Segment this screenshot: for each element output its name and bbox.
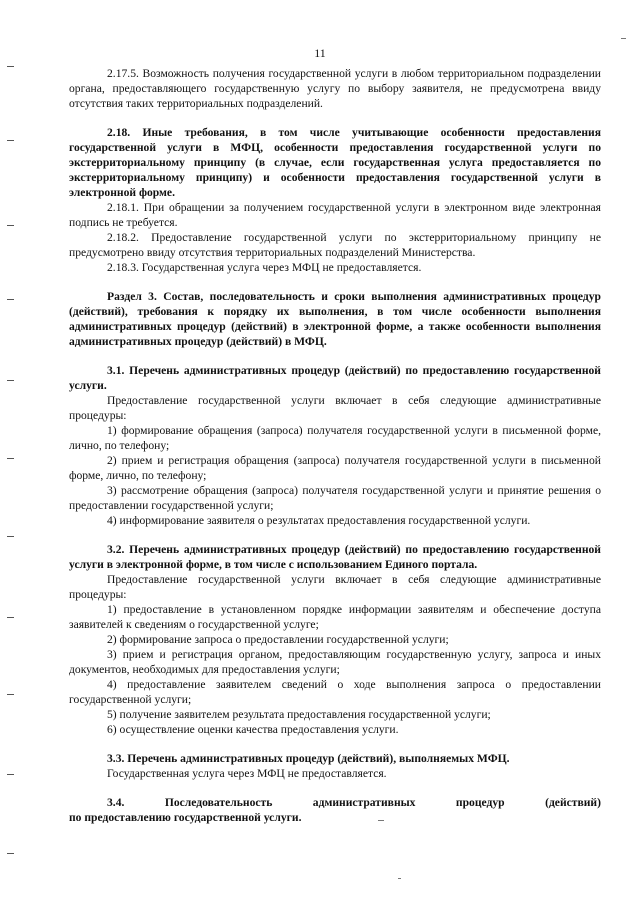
- scan-mark: [7, 774, 14, 775]
- list-item: 4) предоставление заявителем сведений о ходе выполнения запроса о предоставлении государственной услуги;: [69, 678, 601, 706]
- list-item: 4) информирование заявителя о результатах предоставления государственной услуги.: [107, 514, 531, 527]
- heading-3-4-word: (действий): [545, 796, 601, 809]
- list-item: 3) рассмотрение обращения (запроса) получателя государственной услуги и принятие решения о предоставлении государственной услуги;: [69, 484, 601, 512]
- page-number: 11: [314, 46, 326, 60]
- paragraph-2-18-3: 2.18.3. Государственная услуга через МФЦ не предоставляется.: [107, 261, 422, 274]
- paragraph-3-3-text: Государственная услуга через МФЦ не предоставляется.: [107, 767, 387, 780]
- scan-mark: [7, 380, 14, 381]
- list-item: 3) прием и регистрация органом, предоставляющим государственную услугу, запроса и иных документов, необходимых для предоставления услуги;: [69, 648, 601, 676]
- paragraph-2-18-1: 2.18.1. При обращении за получением государственной услуги в электронном виде электронная подпись не требуется.: [69, 201, 601, 229]
- scan-mark: [7, 694, 14, 695]
- scan-mark: [7, 299, 14, 300]
- list-item: 6) осуществление оценки качества предоставления услуги.: [107, 723, 399, 736]
- scan-mark: [7, 617, 14, 618]
- heading-3-4-word: Последовательность: [164, 796, 273, 809]
- list-item: 1) предоставление в установленном порядке информации заявителям и обеспечение доступа заявителей к сведениям о государственной услуге;: [69, 603, 601, 631]
- list-item: 2) прием и регистрация обращения (запроса) получателя государственной услуги в письменной форме, лично, по телефону;: [69, 454, 601, 482]
- paragraph-3-2-intro: Предоставление государственной услуги включает в себя следующие административные процедуры:: [69, 573, 601, 601]
- heading-section-3: Раздел 3. Состав, последовательность и сроки выполнения административных процедур (действий), требования к порядку их выполнения, в том числе особенности выполнения административных процедур (действий) в электронной форме, а также особенности выполнения административных процедур (действий) в МФЦ.: [69, 290, 601, 348]
- heading-2-18: 2.18. Иные требования, в том числе учитывающие особенности предоставления государственной услуги в МФЦ, особенности предоставления государственной услуги по экстерриториальному принципу (в случае, если государственная услуга предоставляется по экстерриториальному принципу) и особенности предоставления государственной услуги в электронной форме.: [69, 126, 601, 199]
- scan-mark: [7, 66, 14, 67]
- paragraph-2-18-2: 2.18.2. Предоставление государственной услуги по экстерриториальному принципу не предусмотрено ввиду отсутствия территориальных подразделений Министерства.: [69, 231, 601, 259]
- heading-3-4-word: административных: [312, 796, 416, 809]
- scan-mark: [7, 225, 14, 226]
- heading-3-2: 3.2. Перечень административных процедур (действий) по предоставлению государственной услуги в электронной форме, в том числе с использованием Единого портала.: [69, 543, 601, 571]
- scan-mark: [621, 38, 626, 39]
- list-item: 1) формирование обращения (запроса) получателя государственной услуги в письменной форме, лично, по телефону;: [69, 424, 601, 452]
- heading-3-3: 3.3. Перечень административных процедур (действий), выполняемых МФЦ.: [107, 752, 510, 765]
- heading-3-4-line-2: по предоставлению государственной услуги.: [69, 811, 302, 824]
- heading-3-4: [69, 795, 601, 810]
- paragraph-3-1-intro: Предоставление государственной услуги включает в себя следующие административные процедуры:: [69, 394, 601, 422]
- scan-mark: [7, 140, 14, 141]
- paragraph-2-17-5: 2.17.5. Возможность получения государственной услуги в любом территориальном подразделении органа, предоставляющего государственную услугу по выбору заявителя, не предусмотрена ввиду отсутствия таких территориальных подразделений.: [69, 67, 601, 110]
- scan-mark: [7, 853, 14, 854]
- list-item: 2) формирование запроса о предоставлении государственной услуги;: [107, 633, 449, 646]
- heading-3-4-word: процедур: [455, 796, 505, 809]
- heading-3-1: 3.1. Перечень административных процедур (действий) по предоставлению государственной услуги.: [69, 364, 601, 392]
- list-item: 5) получение заявителем результата предоставления государственной услуги;: [107, 708, 491, 721]
- scan-mark: [7, 458, 14, 459]
- document-body: [69, 66, 601, 825]
- scan-mark: [7, 536, 14, 537]
- scan-mark: [398, 878, 401, 879]
- heading-3-4-word: 3.4.: [107, 796, 125, 809]
